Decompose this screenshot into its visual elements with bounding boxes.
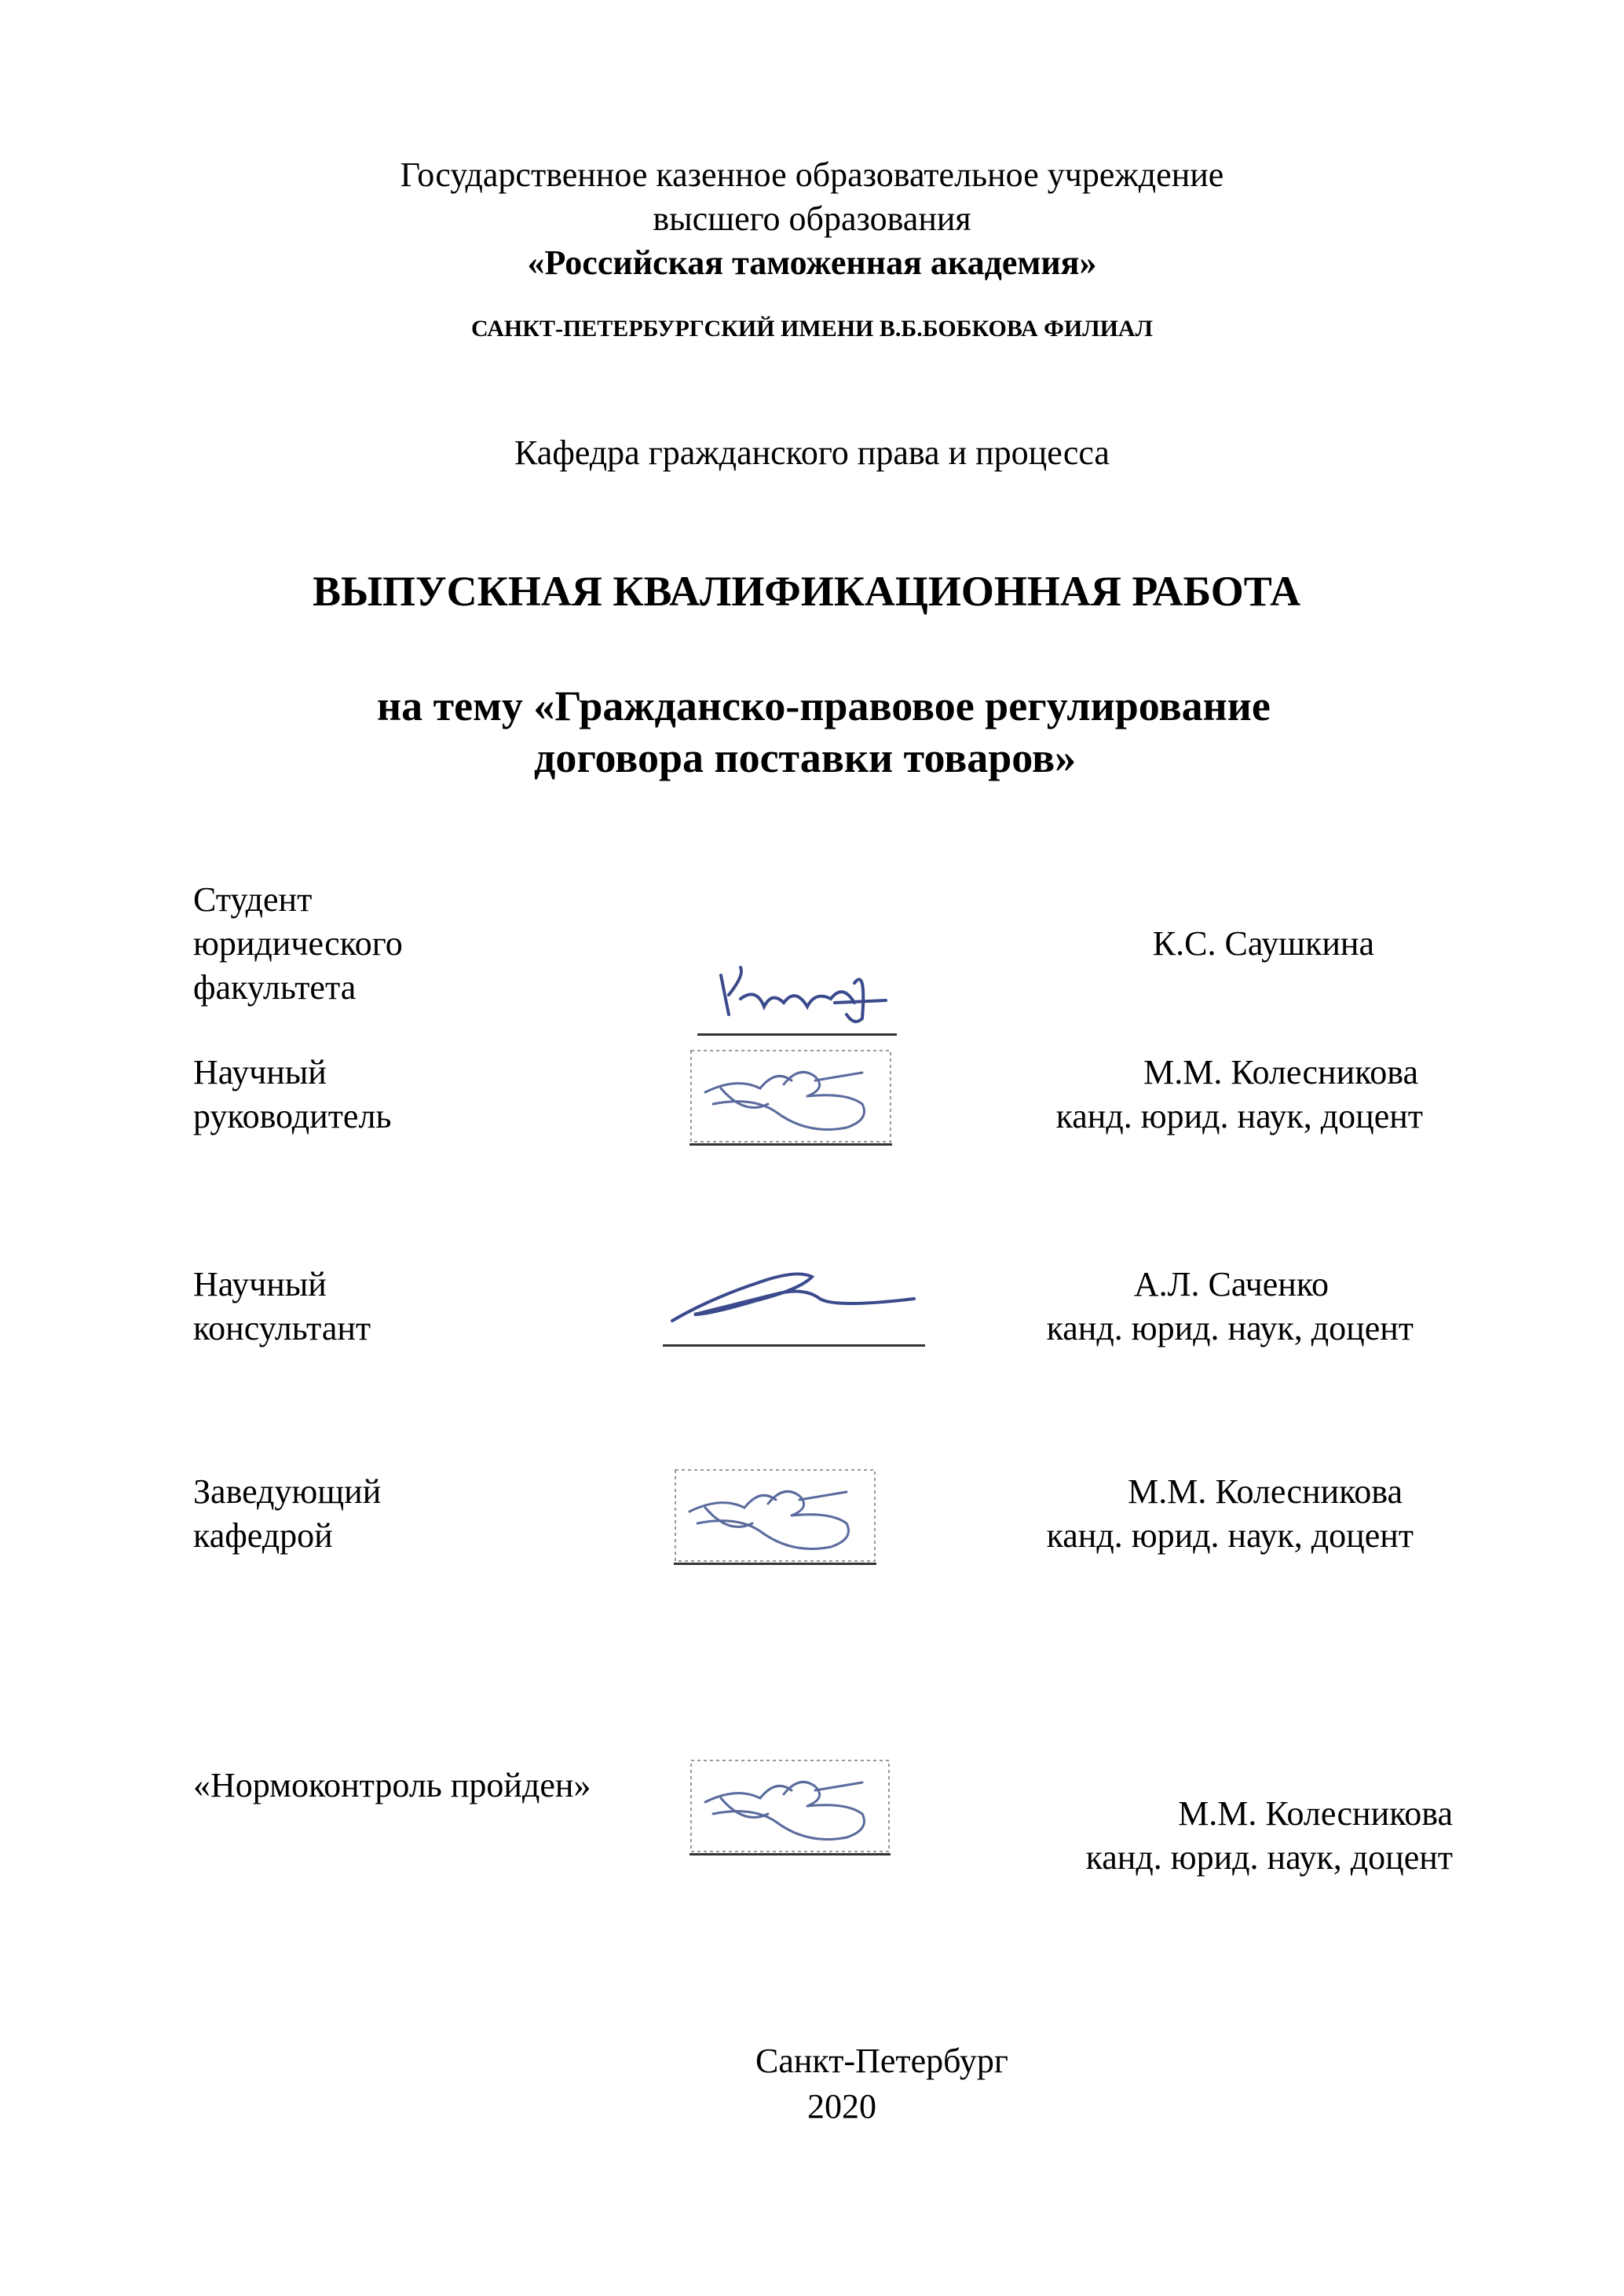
role-label: Заведующий	[193, 1472, 382, 1511]
person-name: А.Л. Саченко	[1133, 1265, 1329, 1303]
signature-image	[689, 1049, 892, 1146]
person-degree: канд. юрид. наук, доцент	[1046, 1309, 1414, 1347]
person-name: К.С. Саушкина	[1152, 924, 1374, 963]
person-degree: канд. юрид. наук, доцент	[1085, 1838, 1453, 1877]
signature-image	[674, 1468, 876, 1565]
academy-name: «Российская таможенная академия»	[527, 243, 1097, 282]
year: 2020	[807, 2087, 876, 2126]
role-label: «Нормоконтроль пройден»	[193, 1766, 591, 1804]
role-label: кафедрой	[193, 1516, 333, 1555]
topic-line-2: договора поставки товаров»	[534, 734, 1077, 781]
signature-image	[689, 1759, 891, 1855]
document-title: ВЫПУСКНАЯ КВАЛИФИКАЦИОННАЯ РАБОТА	[313, 568, 1301, 615]
role-label: факультета	[193, 968, 357, 1007]
role-label: Научный	[193, 1265, 327, 1303]
institution-line-1: Государственное казенное образовательное учреждение	[400, 155, 1224, 194]
signature-image	[697, 952, 897, 1036]
city: Санкт-Петербург	[755, 2042, 1008, 2080]
role-label: руководитель	[193, 1097, 392, 1135]
department-name: Кафедра гражданского права и процесса	[514, 433, 1110, 472]
person-degree: канд. юрид. наук, доцент	[1055, 1097, 1423, 1135]
role-label: Научный	[193, 1053, 327, 1091]
person-degree: канд. юрид. наук, доцент	[1046, 1516, 1414, 1555]
role-label: Студент	[193, 880, 313, 919]
person-name: М.М. Колесникова	[1128, 1472, 1403, 1511]
person-name: М.М. Колесникова	[1143, 1053, 1418, 1091]
role-label: юридического	[193, 924, 403, 963]
institution-line-2: высшего образования	[653, 199, 971, 238]
branch-name: САНКТ-ПЕТЕРБУРГСКИЙ ИМЕНИ В.Б.БОБКОВА ФИЛИАЛ	[471, 316, 1153, 342]
topic-line-1: на тему «Гражданско-правовое регулирование	[377, 682, 1271, 729]
signature-image	[663, 1252, 925, 1347]
person-name: М.М. Колесникова	[1178, 1794, 1453, 1833]
role-label: консультант	[193, 1309, 371, 1347]
